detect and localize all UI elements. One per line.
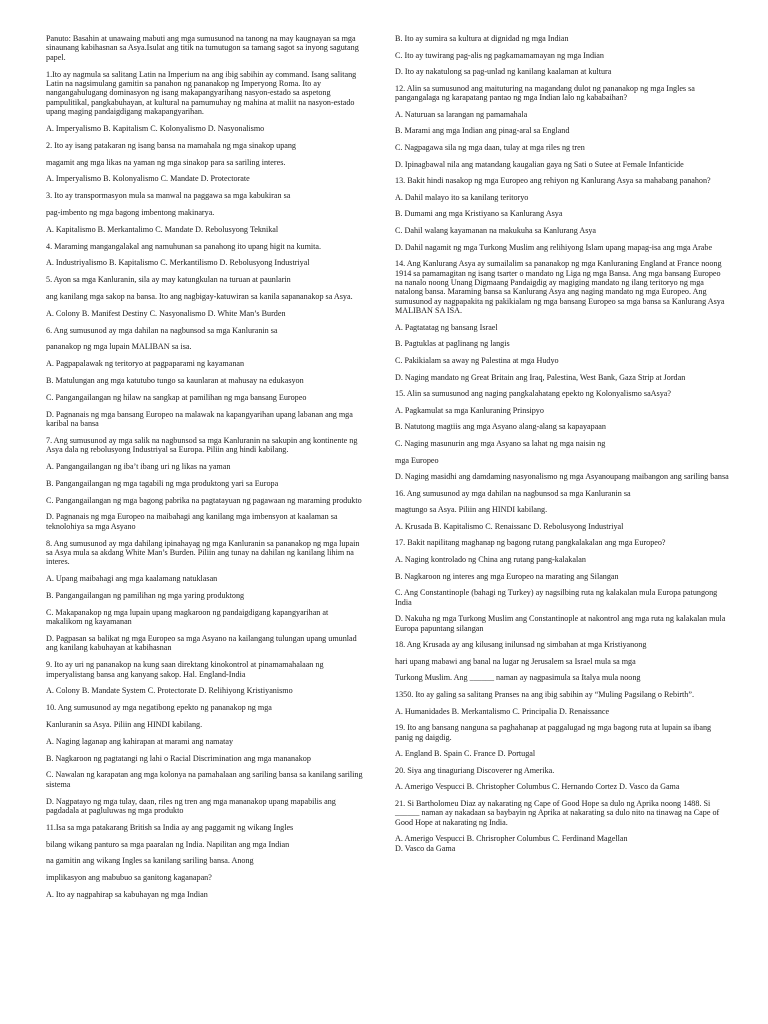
text-line: A. England B. Spain C. France D. Portugal <box>395 749 536 759</box>
text-line: bilang wikang panturo sa mga paaralan ng India. Napilitan ang mga Indian <box>46 839 290 849</box>
text-line: Kanluranin sa Asya. Piliin ang HINDI kabilang. <box>46 719 203 729</box>
text-line: A. Naging kontrolado ng China ang rutang pang-kalakalan <box>395 555 586 565</box>
text-line: D. Ito ay nakatulong sa pag-unlad ng kanilang kaalaman at kultura <box>395 67 612 77</box>
text-line: B. Nagkaroon ng pagtatangi ng lahi o Racial Discrimination ang mga mananakop <box>46 753 311 763</box>
text-line: A. Kapitalismo B. Merkantalimo C. Mandate D. Rebolusyong Teknikal <box>46 224 279 234</box>
text-line: 11.Isa sa mga patakarang British sa India ay ang paggamit ng wikang Ingles <box>46 822 294 832</box>
text-line: magtungo sa Asya. Piliin ang HINDI kabilang. <box>395 505 548 515</box>
text-line: 12. Alin sa sumusunod ang maituturing na magandang dulot ng pananakop ng mga Ingles sa pangangalaga ng karapatang pantao ng mga Indian lalo ng kababaihan? <box>395 83 695 103</box>
text-line: 1.Ito ay nagmula sa salitang Latin na Imperium na ang ibig sabihin ay command. Isang salitang Latin na nagsimulang gamitin sa panahon ng pananakop ng Imperyong Roma. Ito ay nangangahulugang dominasyon ng isang makapangyarihang nasyon-estado sa aspetong pampulitikal, pangkabuhayan, at kultural na pamumuhay ng mahina at maliit na nasyon-estado upang maging pandaigdigang makapangyarihan. <box>46 69 357 117</box>
text-line: D. Pagnanais ng mga Europeo na maibahagi ang kanilang mga imbensyon at kaalaman sa teknolohiya sa mga Asyano <box>46 512 338 531</box>
text-line: C. Nawalan ng karapatan ang mga kolonya na pamahalaan ang sariling bansa sa kanilang sariling sistema <box>46 770 363 789</box>
text-line: B. Pagtuklas at paglinang ng langis <box>395 339 510 349</box>
text-line: 20. Siya ang tinaguriang Discoverer ng Amerika. <box>395 765 555 775</box>
text-line: 3. Ito ay transpormasyon mula sa manwal na paggawa sa mga kabukiran sa <box>46 191 291 201</box>
text-line: C. Pangangailangan ng hilaw na sangkap at pamilihan ng mga bansang Europeo <box>46 392 307 402</box>
text-line: A. Pagtatatag ng bansang Israel <box>395 322 498 332</box>
text-line: Panuto: Basahin at unawaing mabuti ang mga sumusunod na tanong na may kaugnayan sa mga sinaunang kabihasnan sa Asya.Isulat ang titik na tumutugon sa tamang sagot sa inyong sagutang papel. <box>46 34 359 62</box>
text-line: C. Pakikialam sa away ng Palestina at mga Hudyo <box>395 355 559 365</box>
text-line: B. Matulungan ang mga katutubo tungo sa kaunlaran at mahusay na edukasyon <box>46 375 304 385</box>
text-line: 15. Alin sa sumusunod ang naging pangkalahatang epekto ng Kolonyalismo saAsya? <box>395 389 671 399</box>
text-line: Turkong Muslim. Ang ______ naman ay nagpasimula sa Italya mula noong <box>395 673 641 683</box>
text-line: A. Amerigo Vespucci B. Chrisropher Columbus C. Ferdinand Magellan D. Vasco da Gama <box>395 834 628 853</box>
text-line: D. Naging masidhi ang damdaming nasyonalismo ng mga Asyanoupang maibangon ang sariling bansa <box>395 472 729 482</box>
text-line: 19. Ito ang bansang nanguna sa paghahanap at paggalugad ng mga bagong ruta at lupain sa ibang panig ng daigdig. <box>395 723 712 742</box>
text-line: magamit ang mga likas na yaman ng mga sinakop para sa sariling interes. <box>46 157 286 167</box>
text-line: A. Ito ay nagpahirap sa kabuhayan ng mga Indian <box>46 889 208 899</box>
text-line: C. Ito ay tuwirang pag-alis ng pagkamamamayan ng mga Indian <box>395 50 604 60</box>
text-line: 2. Ito ay isang patakaran ng isang bansa na mamahala ng mga sinakop upang <box>46 140 296 150</box>
text-line: C. Nagpagawa sila ng mga daan, tulay at mga riles ng tren <box>395 142 585 152</box>
text-line: B. Nagkaroon ng interes ang mga Europeo na marating ang Silangan <box>395 571 619 581</box>
text-line: D. Ipinagbawal nila ang matandang kaugalian gaya ng Sati o Sutee at Female Infanticide <box>395 159 684 169</box>
text-line: A. Pangangailangan ng iba’t ibang uri ng likas na yaman <box>46 461 231 471</box>
text-line: pananakop ng mga lupain MALIBAN sa isa. <box>46 342 192 352</box>
text-line: D. Dahil nagamit ng mga Turkong Muslim ang relihiyong Islam upang mapag-isa ang mga Arabe <box>395 242 713 252</box>
text-line: A. Dahil malayo ito sa kanilang teritoryo <box>395 192 529 202</box>
text-line: 18. Ang Krusada ay ang kilusang inilunsad ng simbahan at mga Kristiyanong <box>395 640 647 650</box>
text-line: A. Colony B. Manifest Destiny C. Nasyonalismo D. White Man’s Burden <box>46 308 286 318</box>
text-line: B. Natutong magtiis ang mga Asyano alang-alang sa kapayapaan <box>395 422 606 432</box>
text-line: 7. Ang sumusunod ay mga salik na nagbunsod sa mga Kanluranin na sakupin ang kontinente ng Asya dala ng rebolusyong Industriyal sa Europa. Piliin ang hindi kabilang. <box>46 435 358 455</box>
text-line: A. Industriyalismo B. Kapitalismo C. Merkantilismo D. Rebolusyong Industriyal <box>46 258 310 268</box>
text-line: implikasyon ang mabubuo sa ganitong kaganapan? <box>46 873 212 883</box>
text-line: B. Pangangailangan ng pamilihan ng mga yaring produktong <box>46 590 245 600</box>
text-line: 4. Maraming mangangalakal ang namuhunan sa panahong ito upang higit na kumita. <box>46 241 322 251</box>
text-line: A. Naging laganap ang kahirapan at marami ang namatay <box>46 736 234 746</box>
text-line: D. Naging mandato ng Great Britain ang Iraq, Palestina, West Bank, Gaza Strip at Jordan <box>395 372 686 382</box>
text-line: 9. Ito ay uri ng pananakop na kung saan direktang kinokontrol at pinamamahalaan ng imperyalistang bansa ang kanyang sakop. Hal. England-India <box>46 660 324 679</box>
text-line: 10. Ang sumusunod ay mga negatibong epekto ng pananakop ng mga <box>46 703 272 713</box>
text-line: ang kanilang mga sakop na bansa. Ito ang nagbigay-katuwiran sa kanila sapananakop sa Asya. <box>46 292 353 301</box>
text-line: 5. Ayon sa mga Kanluranin, sila ay may katungkulan na turuan at paunlarin <box>46 275 291 285</box>
text-line: B. Pangangailangan ng mga tagabili ng mga produktong yari sa Europa <box>46 478 279 488</box>
text-line: C. Makapanakop ng mga lupain upang magkaroon ng pandaigdigang kapangyarihan at makalikom ng kayamanan <box>46 607 329 627</box>
text-line: mga Europeo <box>395 455 439 465</box>
text-line: D. Pagpasan sa balikat ng mga Europeo sa mga Asyano na kailangang tulungan upang umunlad ang kanilang kabuhayan at kabihasnan <box>46 633 357 653</box>
text-line: hari upang mabawi ang banal na lugar ng Jerusalem sa Israel mula sa mga <box>395 656 636 666</box>
text-line: 14. Ang Kanlurang Asya ay sumailalim sa pananakop ng mga Kanluraning England at France noong 1914 sa pamamagitan ng isang tsarter o mandato ng Liga ng mga Bansa. Ang mga bansang Europeo na nanalo noong Unang Digmaang Pandaigdig ay magiging mandato ng ilang teritoryo ng mga natalong bansa. Maraming bansa sa Kanlurang Asya ang naging mandato ng mga Europeo. Ang sumusunod ay nagpapakita ng pakikialam ng mga bansang Europeo sa mga bansa sa Kanlurang Asya MALIBAN SA ISA. <box>395 259 725 316</box>
text-line: A. Pagpapalawak ng teritoryo at pagpaparami ng kayamanan <box>46 359 245 369</box>
text-line: A. Naturuan sa larangan ng pamamahala <box>395 109 528 119</box>
text-line: 6. Ang sumusunod ay mga dahilan na nagbunsod sa mga Kanluranin sa <box>46 325 278 335</box>
text-line: A. Imperyalismo B. Kolonyalismo C. Mandate D. Protectorate <box>46 174 250 184</box>
text-line: A. Upang maibahagi ang mga kaalamang natuklasan <box>46 574 218 584</box>
text-line: A. Imperyalismo B. Kapitalism C. Kolonyalismo D. Nasyonalismo <box>46 124 265 134</box>
text-line: A. Amerigo Vespucci B. Christopher Columbus C. Hernando Cortez D. Vasco da Gama <box>395 782 680 792</box>
text-line: D. Nagpatayo ng mga tulay, daan, riles ng tren ang mga mananakop upang mapabilis ang pagdadala at pagluluwas ng mga produkto <box>46 796 336 815</box>
left-column <box>46 34 366 907</box>
text-line: 8. Ang sumusunod ay mga dahilang ipinahayag ng mga Kanluranin sa pananakop ng mga lupain sa Asya mula sa akdang White Man’s Burden. Piliin ang tunay na dahilan ng kanilang lihim na interes. <box>46 538 360 567</box>
text-line: pag-imbento ng mga bagong imbentong makinarya. <box>46 208 215 218</box>
text-line: 13. Bakit hindi nasakop ng mga Europeo ang rehiyon ng Kanlurang Asya sa mahabang panahon? <box>395 176 711 186</box>
text-line: B. Dumami ang mga Kristiyano sa Kanlurang Asya <box>395 209 563 219</box>
text-line: C. Pangangailangan ng mga bagong pabrika na pagtatayuan ng pagawaan ng maraming produkto <box>46 495 362 505</box>
text-line: D. Pagnanais ng mga bansang Europeo na malawak na kapangyarihan upang labanan ang mga karibal na bansa <box>46 409 353 428</box>
right-column <box>395 34 729 860</box>
text-line: B. Marami ang mga Indian ang pinag-aral sa England <box>395 126 570 136</box>
text-line: C. Naging masunurin ang mga Asyano sa lahat ng mga naisin ng <box>395 438 606 448</box>
text-line: A. Krusada B. Kapitalismo C. Renaissanc D. Rebolusyong Industriyal <box>395 521 624 531</box>
text-line: 21. Si Bartholomeu Diaz ay nakarating ng Cape of Good Hope sa dulo ng Aprika noong 1488. Si ______ naman ay nakadaan sa baybayin ng Aprika at nakarating sa dulo nito na tinawag na Cape of Good Hope at nakarating ng India. <box>395 799 720 827</box>
text-line: D. Nakuha ng mga Turkong Muslim ang Constantinople at nakontrol ang mga ruta ng kalakalan mula Europa papuntang silangan <box>395 614 726 633</box>
text-line: A. Colony B. Mandate System C. Protectorate D. Relihiyong Kristiyanismo <box>46 686 293 696</box>
text-line: A. Pagkamulat sa mga Kanluraning Prinsipyo <box>395 405 544 415</box>
text-line: na gamitin ang wikang Ingles sa kanilang sariling bansa. Anong <box>46 856 254 866</box>
text-line: 17. Bakit napilitang maghanap ng bagong rutang pangkalakalan ang mga Europeo? <box>395 538 666 548</box>
text-line: 1350. Ito ay galing sa salitang Pranses na ang ibig sabihin ay “Muling Pagsilang o Rebirth”. <box>395 690 694 700</box>
text-line: B. Ito ay sumira sa kultura at dignidad ng mga Indian <box>395 34 569 43</box>
text-line: A. Humanidades B. Merkantalismo C. Principalia D. Renaissance <box>395 706 610 716</box>
text-line: C. Ang Constantinople (bahagi ng Turkey) ay nagsilbing ruta ng kalakalan mula Europa patungong India <box>395 588 718 607</box>
text-line: 16. Ang sumusunod ay mga dahilan na nagbunsod sa mga Kanluranin sa <box>395 488 631 498</box>
text-line: C. Dahil walang kayamanan na makukuha sa Kanlurang Asya <box>395 225 597 235</box>
